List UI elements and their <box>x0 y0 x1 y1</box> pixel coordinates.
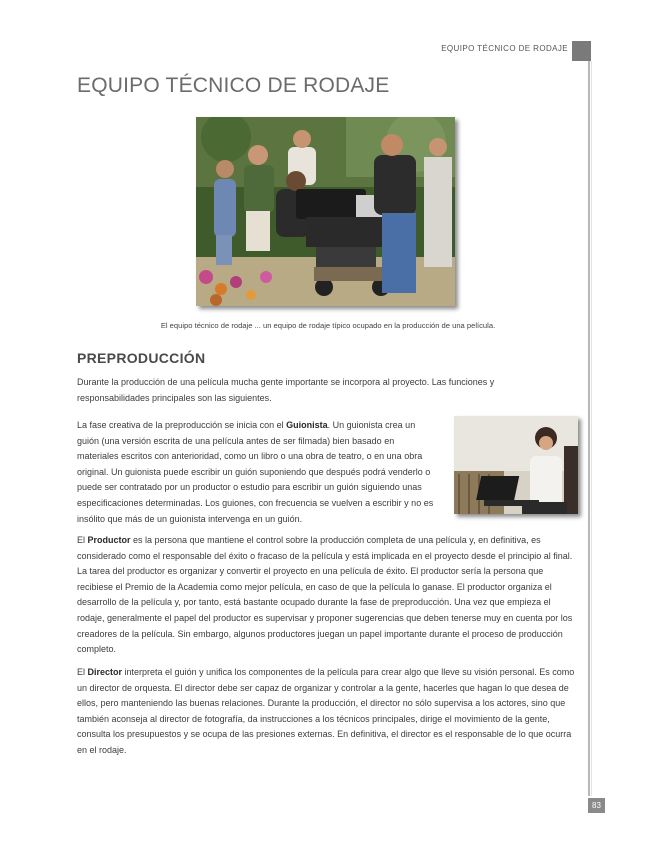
productor-text: es la persona que mantiene el control sobre la producción completa de una película y, en definitiva, es considerado como el responsable del éxito o fracaso de la película y está implicada en el proyecto desde el principio al final. La tarea del productor es organizar y convertir el proyecto en una película de éxito. El productor sería la persona que recibiese el Premio de la Academia como mejor película, en caso de que la película lo ganase. El productor organiza el desarrollo de la película y, por tanto, está bastante ocupado durante la fase de preproducción. Una vez que empieza el rodaje, generalmente el papel del productor es supervisar y proponer sugerencias que deben tenerse muy en cuenta por los creadores de la película. Sin embargo, algunos productores juegan un papel importante durante el proceso de producción completo. <box>77 535 573 655</box>
page-side-rule <box>588 61 590 796</box>
section-heading: PREPRODUCCIÓN <box>77 350 206 366</box>
page-number: 83 <box>588 798 605 813</box>
director-paragraph <box>77 665 575 759</box>
guionista-paragraph <box>77 418 435 527</box>
productor-term: Productor <box>87 535 131 545</box>
director-term: Director <box>87 667 123 677</box>
header-tab-marker <box>572 41 591 61</box>
writer-laptop-photo <box>454 416 578 514</box>
director-text: interpreta el guión y unifica los componentes de la película para crear algo que lleve su visión personal. Es como un director de orquesta. El director debe ser capaz de organizar y controlar a la gente, hacerles que hagan lo que desea de ellos, pero manteniendo las buenas relaciones. Durante la producción, el director no sólo supervisa a los actores, sino que también aconseja al director de fotografía, da instrucciones a los técnicos principales, dirige el movimiento de la gente, consulta los presupuestos y se ocupa de las presiones externas. En definitiva, el director es el responsable de lo que ocurra en el rodaje. <box>77 667 575 755</box>
page-title: EQUIPO TÉCNICO DE RODAJE <box>77 74 390 97</box>
writer-laptop-illustration <box>454 416 578 514</box>
page-side-rule-shadow <box>591 61 592 796</box>
photo-caption: El equipo técnico de rodaje ... un equipo de rodaje típico ocupado en la producción de una película. <box>160 321 496 330</box>
productor-paragraph <box>77 533 575 658</box>
film-crew-photo <box>196 117 455 306</box>
director-pre: El <box>77 667 88 677</box>
productor-pre: El <box>77 535 88 545</box>
guionista-pre: La fase creativa de la preproducción se inicia con el <box>77 420 287 430</box>
film-crew-photo-illustration <box>196 117 455 306</box>
running-header: EQUIPO TÉCNICO DE RODAJE <box>441 44 568 53</box>
guionista-text: . Un guionista crea un guión (una versión escrita de una película antes de ser filmada) bien basado en materiales escritos con anterioridad, como un libro o una obra de teatro, o en una obra original. Un guionista puede escribir un guión suponiendo que después podrá venderlo o puede ser contratado por un productor o estudio para escribir un guión siguiendo unas especificaciones determinadas. Los guiones, con frecuencia se vuelven a escribir y no es insólito que más de un guionista intervenga en un guión. <box>77 420 434 524</box>
intro-paragraph: Durante la producción de una película mucha gente importante se incorpora al proyecto. Las funciones y responsabilidades principales son las siguientes. <box>77 377 495 403</box>
guionista-term: Guionista <box>286 420 328 430</box>
